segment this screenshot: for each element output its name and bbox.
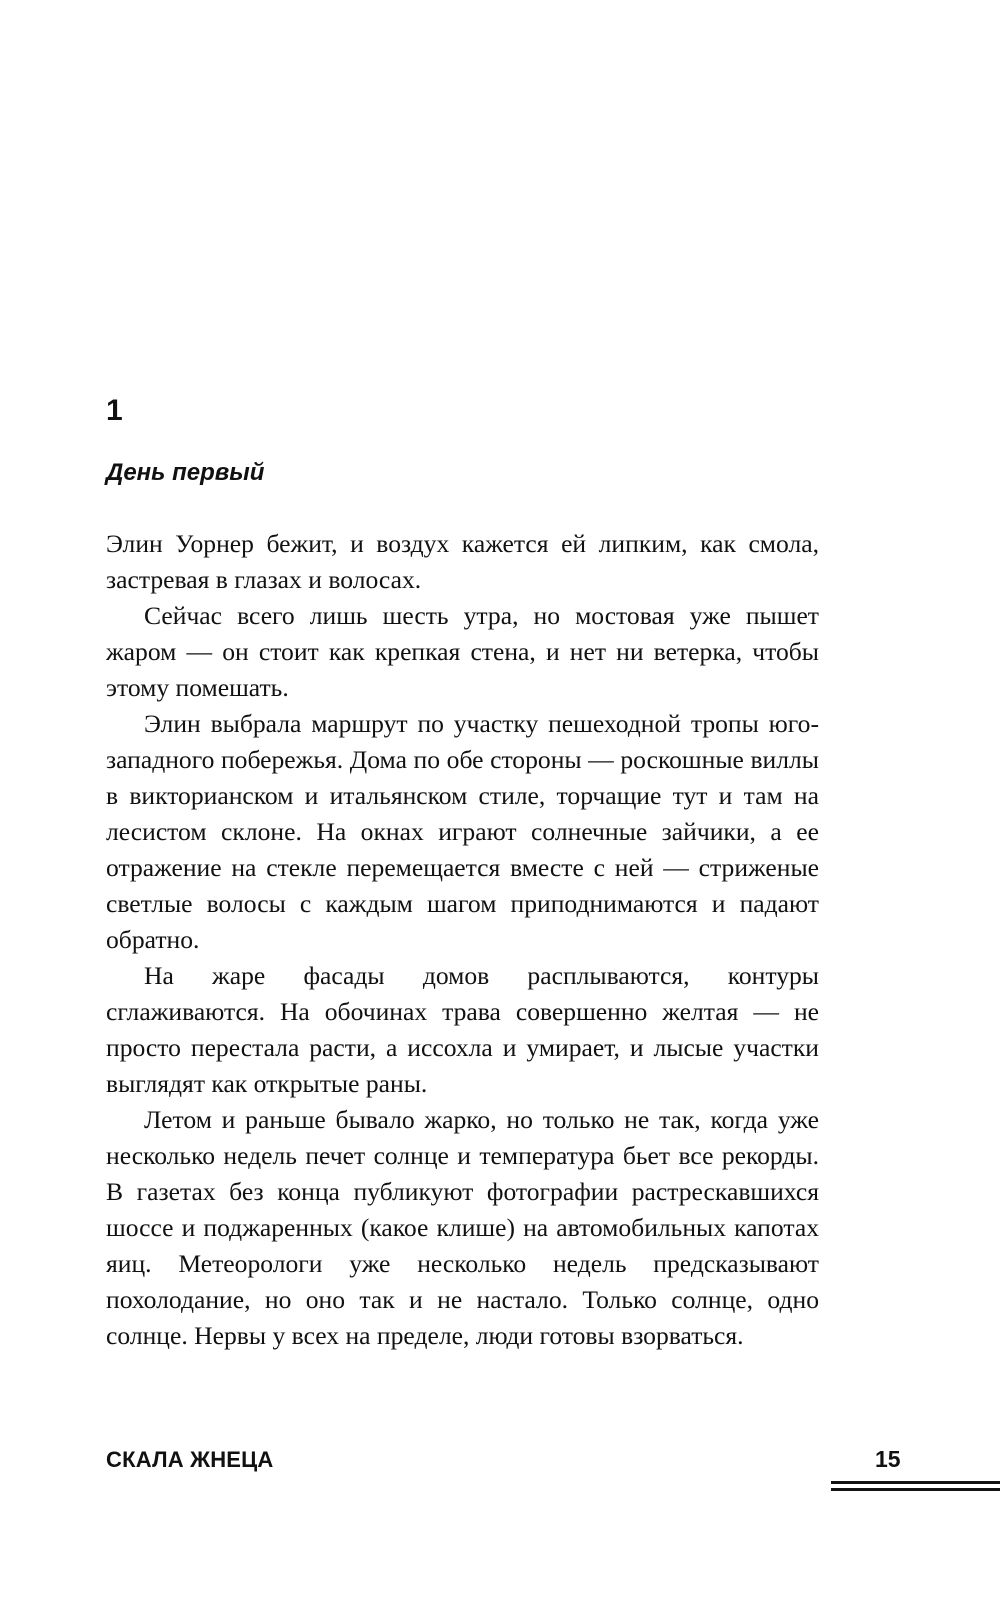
paragraph: Элин выбрала маршрут по участку пешеходной тропы юго-западного побережья. Дома по обе стороны — роскошные виллы в викторианском и итальянском стиле, торчащие тут и там на лесистом склоне. На окнах играют солнечные зайчики, а ее отражение на стекле перемещается вместе с ней — стриженые светлые волосы с каждым шагом приподнимаются и падают обратно. [106, 709, 819, 954]
paragraph: Сейчас всего лишь шесть утра, но мостовая уже пышет жаром — он стоит как крепкая стена, и нет ни ветерка, чтобы этому помешать. [106, 601, 819, 702]
running-footer-title: СКАЛА ЖНЕЦА [106, 1447, 274, 1472]
chapter-title: День первый [106, 459, 265, 486]
chapter-body [106, 526, 819, 1354]
footer-rule-bottom [831, 1488, 1000, 1491]
paragraph: На жаре фасады домов расплываются, контуры сглаживаются. На обочинах трава совершенно желтая — не просто перестала расти, а иссохла и умирает, и лысые участки выглядят как открытые раны. [106, 961, 819, 1098]
page-number: 15 [875, 1446, 901, 1472]
footer-rule-top [831, 1481, 1000, 1484]
paragraph: Элин Уорнер бежит, и воздух кажется ей липким, как смола, застревая в глазах и волосах. [106, 529, 819, 594]
paragraph: Летом и раньше бывало жарко, но только не так, когда уже несколько недель печет солнце и температура бьет все рекорды. В газетах без конца публикуют фотографии растрескавшихся шоссе и поджаренных (какое клише) на автомобильных капотах яиц. Метеорологи уже несколько недель предсказывают похолодание, но оно так и не настало. Только солнце, одно солнце. Нервы у всех на пределе, люди готовы взорваться. [106, 1105, 819, 1350]
chapter-number: 1 [106, 394, 123, 427]
